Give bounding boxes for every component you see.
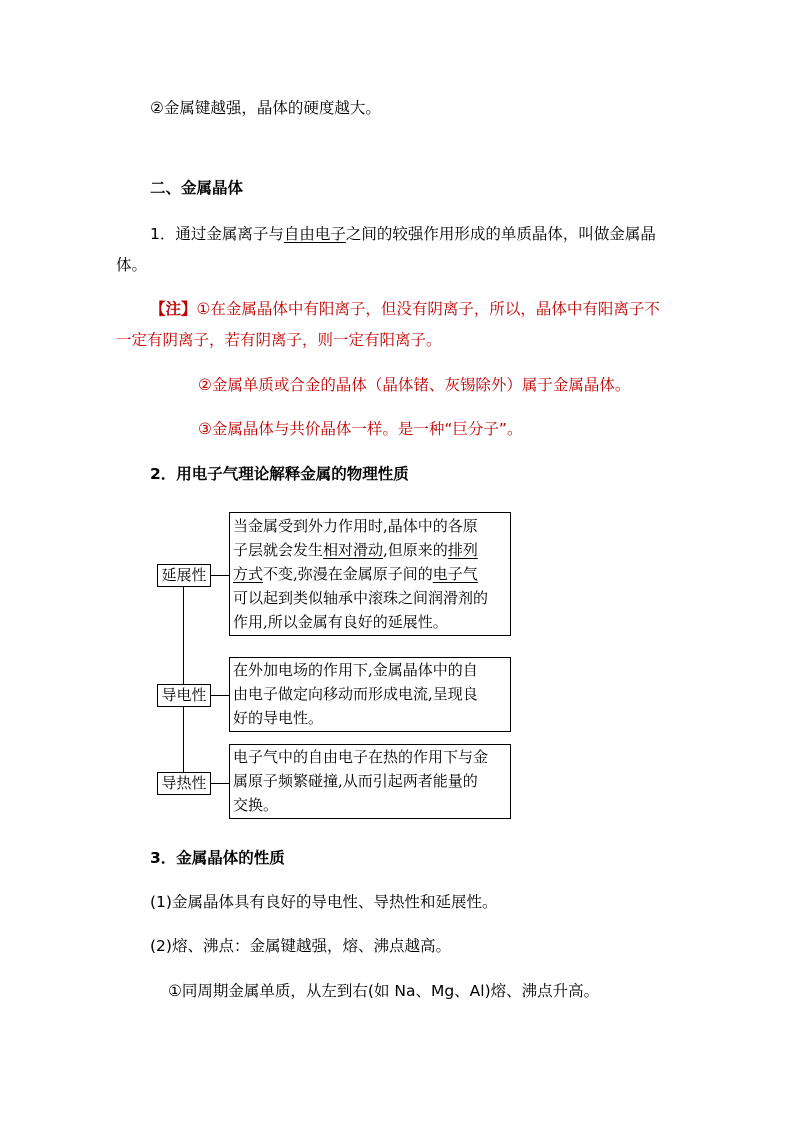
section-title-metal-crystal: 二、金属晶体 [150, 179, 244, 197]
thermal-box [229, 744, 511, 819]
note-line-1b: 一定有阴离子，若有阴离子，则一定有阳离子。 [116, 331, 442, 349]
property-2-1: ①同周期金属单质，从左到右(如 Na、Mg、Al)熔、沸点升高。 [168, 982, 600, 1000]
thermal-line-1: 电子气中的自由电子在热的作用下与金 [233, 748, 489, 766]
ductility-box [229, 512, 511, 636]
conductivity-connector [210, 695, 230, 696]
note-text-1: ①在金属晶体中有阳离子，但没有阴离子，所以，晶体中有阳离子不 [196, 300, 660, 318]
ductility-line-1: 当金属受到外力作用时,晶体中的各原 [233, 517, 478, 535]
definition-part-c: 之间的较强作用形成的单质晶体，叫做金属晶 [345, 225, 656, 243]
definition-free-electrons: 自由电子 [283, 225, 346, 243]
ductility-label: 延展性 [157, 564, 211, 587]
ductility-arrangement: 排列 [447, 541, 478, 559]
property-2: (2)熔、沸点：金属键越强，熔、沸点越高。 [150, 937, 451, 955]
item2-title: 2．用电子气理论解释金属的物理性质 [150, 465, 409, 483]
ductility-manner: 方式 [233, 565, 264, 583]
ductility-relative-slide: 相对滑动 [323, 541, 384, 559]
ductility-text: 不变,弥漫在金属原子间的 [263, 565, 433, 583]
ductility-line-2 [233, 538, 478, 563]
conductivity-line-3: 好的导电性。 [233, 709, 324, 727]
paragraph-hardness: ②金属键越强，晶体的硬度越大。 [150, 99, 381, 117]
thermal-label: 导热性 [157, 772, 211, 795]
conductivity-box [229, 657, 511, 732]
thermal-connector [210, 783, 230, 784]
ductility-line-3 [233, 562, 478, 587]
conductivity-line-1: 在外加电场的作用下,金属晶体中的自 [233, 661, 478, 679]
ductility-electron-gas: 电子气 [432, 565, 478, 583]
property-1: (1)金属晶体具有良好的导电性、导热性和延展性。 [150, 893, 498, 911]
conductivity-line-2: 由电子做定向移动而形成电流,呈现良 [233, 685, 478, 703]
definition-part-a: 1．通过金属离子与 [150, 225, 284, 243]
item3-title: 3．金属晶体的性质 [150, 849, 285, 867]
thermal-line-2: 属原子频繁碰撞,从而引起两者能量的 [233, 772, 478, 790]
definition-line [150, 224, 656, 244]
note-line-1 [150, 299, 660, 319]
definition-continuation: 体。 [116, 256, 148, 274]
ductility-line-5: 作用,所以金属有良好的延展性。 [233, 613, 448, 631]
ductility-connector [210, 575, 230, 576]
note-tag: 【注】 [150, 300, 197, 318]
thermal-line-3: 交换。 [233, 796, 279, 814]
note-line-3: ③金属晶体与共价晶体一样。是一种“巨分子”。 [198, 420, 523, 438]
note-line-2: ②金属单质或合金的晶体（晶体锗、灰锡除外）属于金属晶体。 [198, 376, 631, 394]
conductivity-label: 导电性 [157, 684, 211, 707]
ductility-line-4: 可以起到类似轴承中滚珠之间润滑剂的 [233, 589, 489, 607]
diagram-vertical-connector [183, 586, 184, 773]
ductility-text: ,但原来的 [383, 541, 448, 559]
ductility-text: 子层就会发生 [233, 541, 324, 559]
